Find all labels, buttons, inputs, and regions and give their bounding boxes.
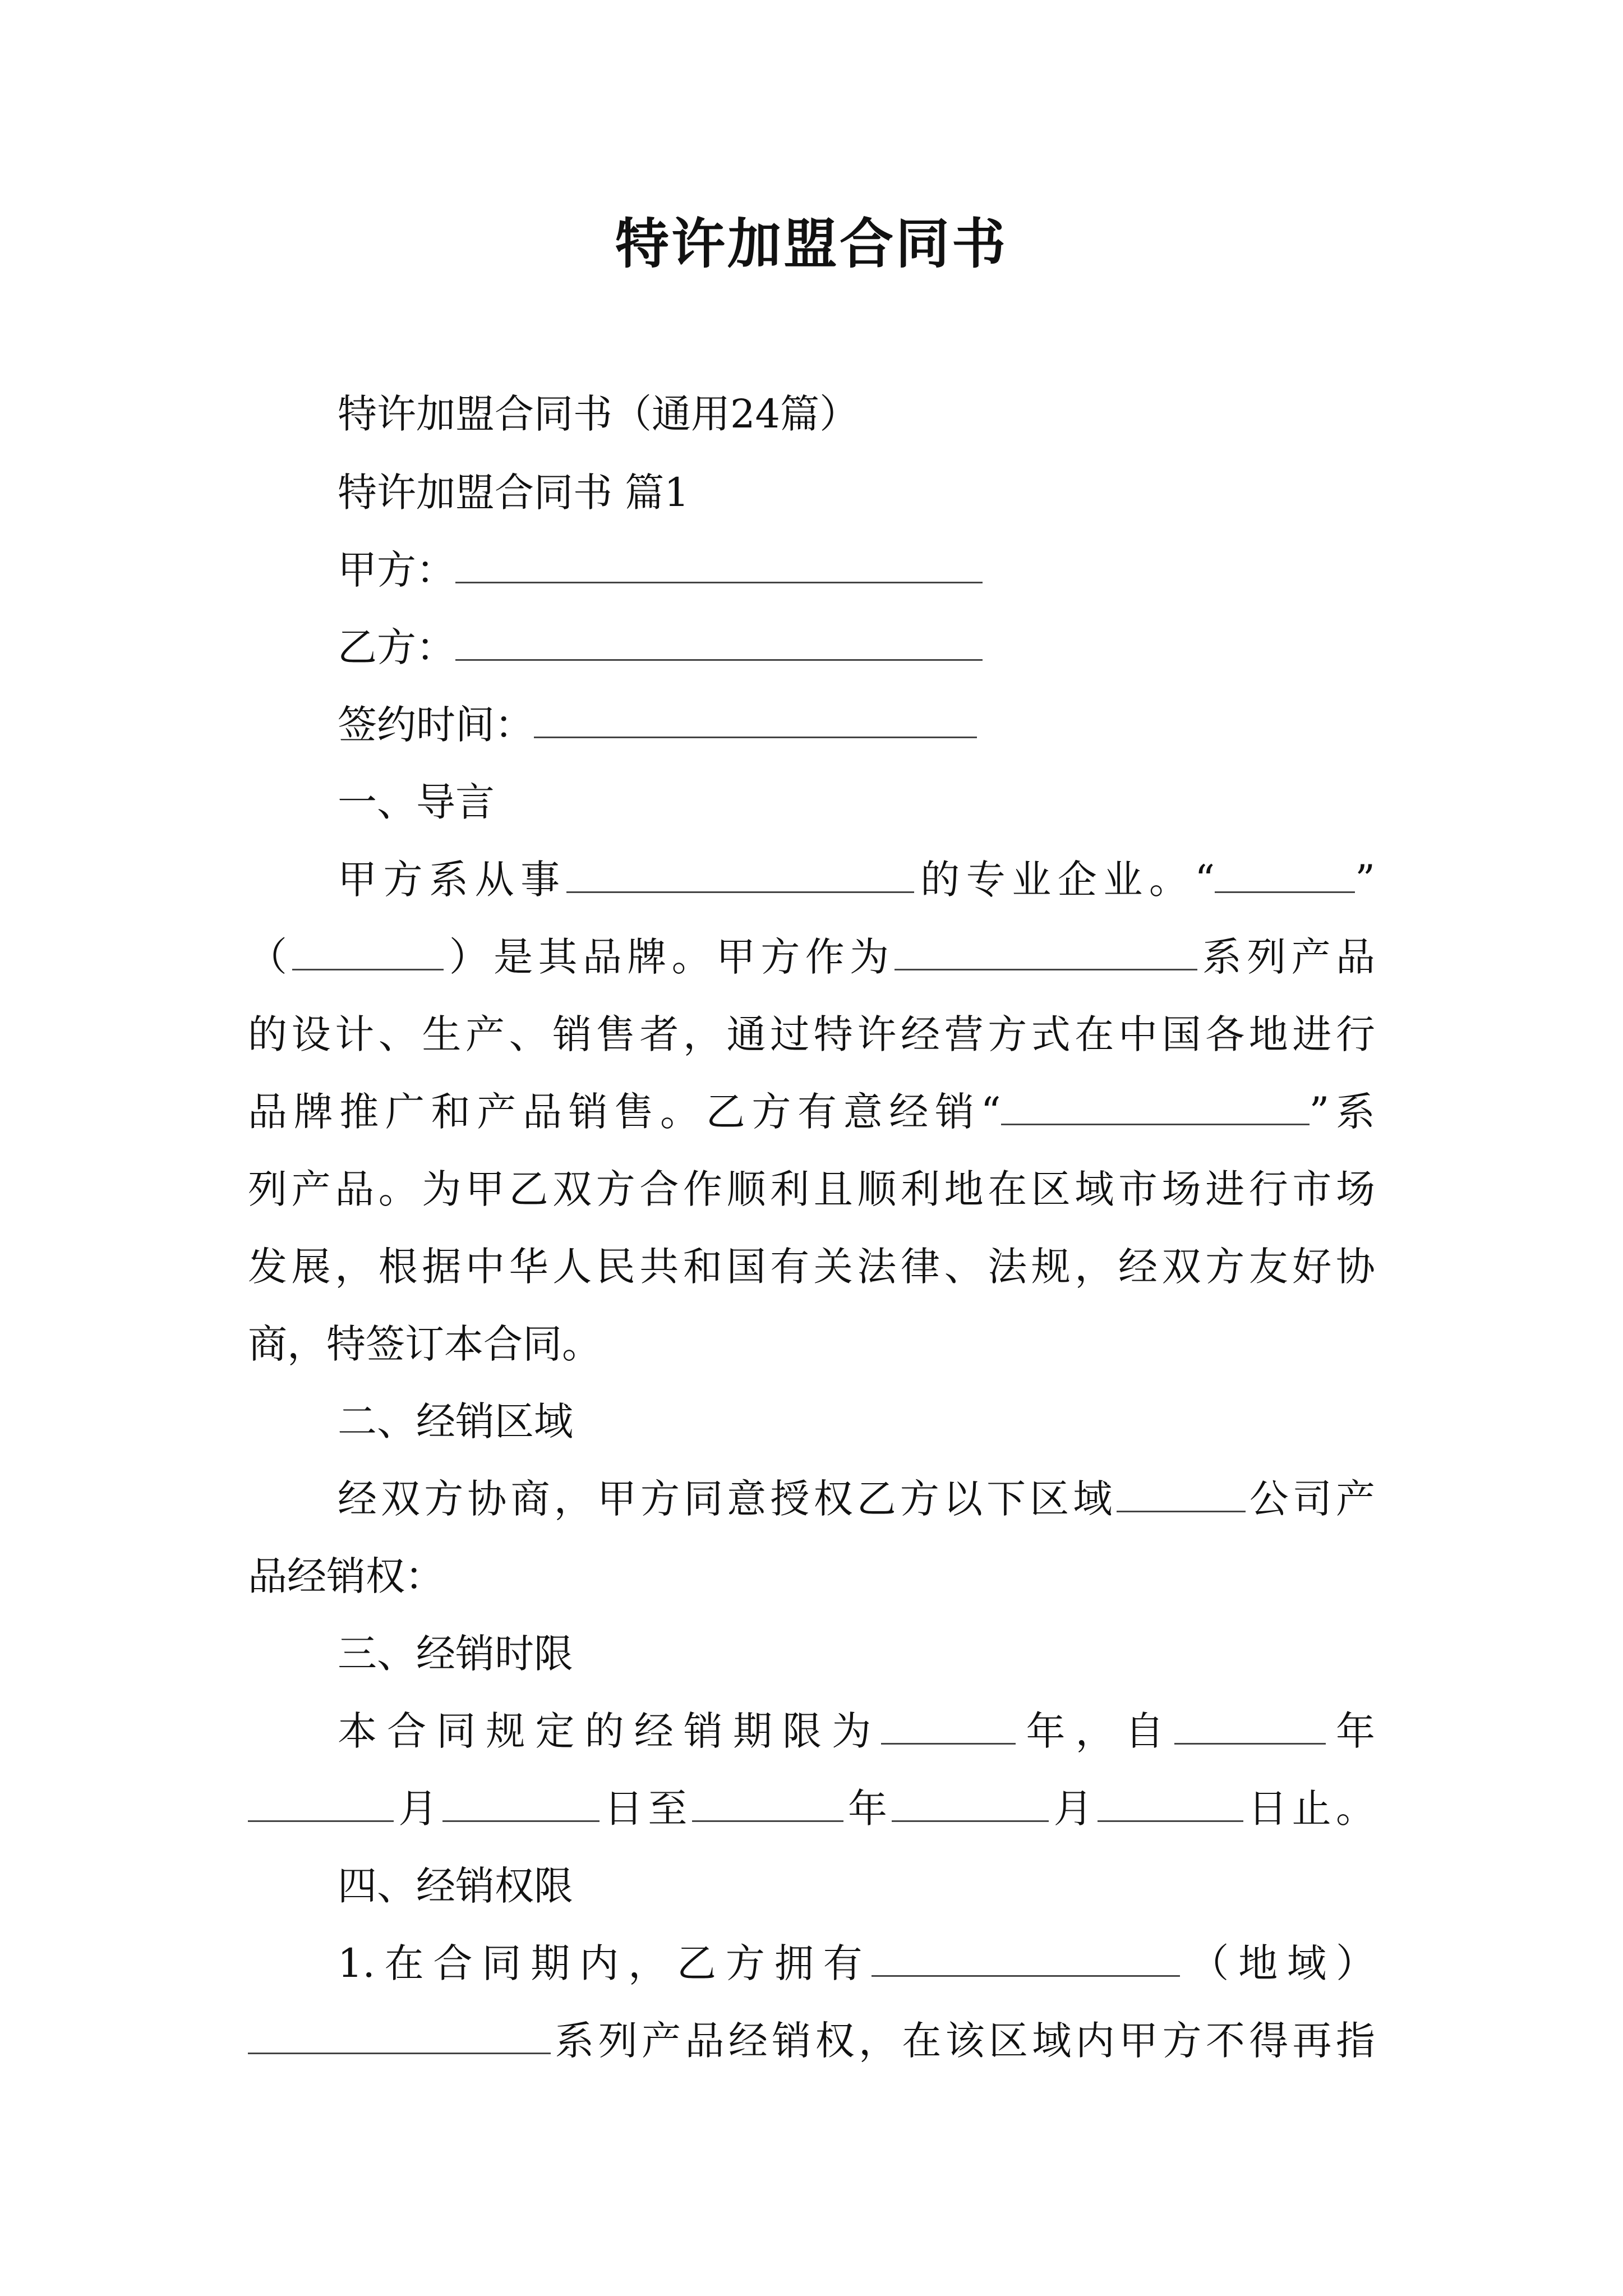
section-4-heading: 四、经销权限 — [338, 1863, 573, 1909]
p1-line-5: 列产品。为甲乙双方合作顺利且顺利地在区域市场进行市场 — [248, 1166, 1375, 1212]
p1-line-3: 的设计、生产、销售者，通过特许经营方式在中国各地进行 — [248, 1011, 1375, 1057]
party-b-blank — [455, 620, 983, 661]
p2-line-2: 品经销权： — [248, 1553, 444, 1599]
chapter-heading: 特许加盟合同书 篇1 — [338, 470, 689, 516]
p4-line-1: 1.在合同期内，乙方拥有 （地域） — [338, 1935, 1375, 1991]
party-a-label: 甲方： — [338, 547, 455, 593]
section-1-heading: 一、导言 — [338, 779, 495, 825]
section-2-heading: 二、经销区域 — [338, 1398, 573, 1444]
party-a-field — [338, 542, 983, 598]
p1-line-1: 甲方系从事 的专业企业。“ ” — [338, 852, 1375, 908]
p4-line-2: 系列产品经销权，在该区域内甲方不得再指 — [248, 2013, 1375, 2069]
sign-time-blank — [534, 697, 977, 738]
document-title: 特许加盟合同书 — [615, 212, 1008, 275]
p1-line-7: 商，特签订本合同。 — [248, 1321, 601, 1367]
p3-line-1: 本合同规定的经销期限为 年，自 年 — [338, 1703, 1375, 1759]
p2-line-1: 经双方协商，甲方同意授权乙方以下区域 公司产 — [338, 1471, 1375, 1527]
p1-line-6: 发展，根据中华人民共和国有关法律、法规，经双方友好协 — [248, 1244, 1375, 1290]
party-a-blank — [455, 542, 983, 583]
p1-line-4: 品牌推广和产品销售。乙方有意经销“ ”系 — [248, 1084, 1375, 1140]
sign-time-field — [338, 697, 977, 753]
sign-time-label: 签约时间： — [338, 702, 534, 748]
p3-line-2: 月 日至 年 月 日止。 — [248, 1780, 1375, 1837]
party-b-field — [338, 619, 983, 675]
p1-line-2: （ ）是其品牌。甲方作为 系列产品 — [248, 929, 1375, 985]
party-b-label: 乙方： — [338, 624, 455, 670]
document-subtitle: 特许加盟合同书（通用24篇） — [338, 391, 859, 437]
section-3-heading: 三、经销时限 — [338, 1631, 573, 1677]
